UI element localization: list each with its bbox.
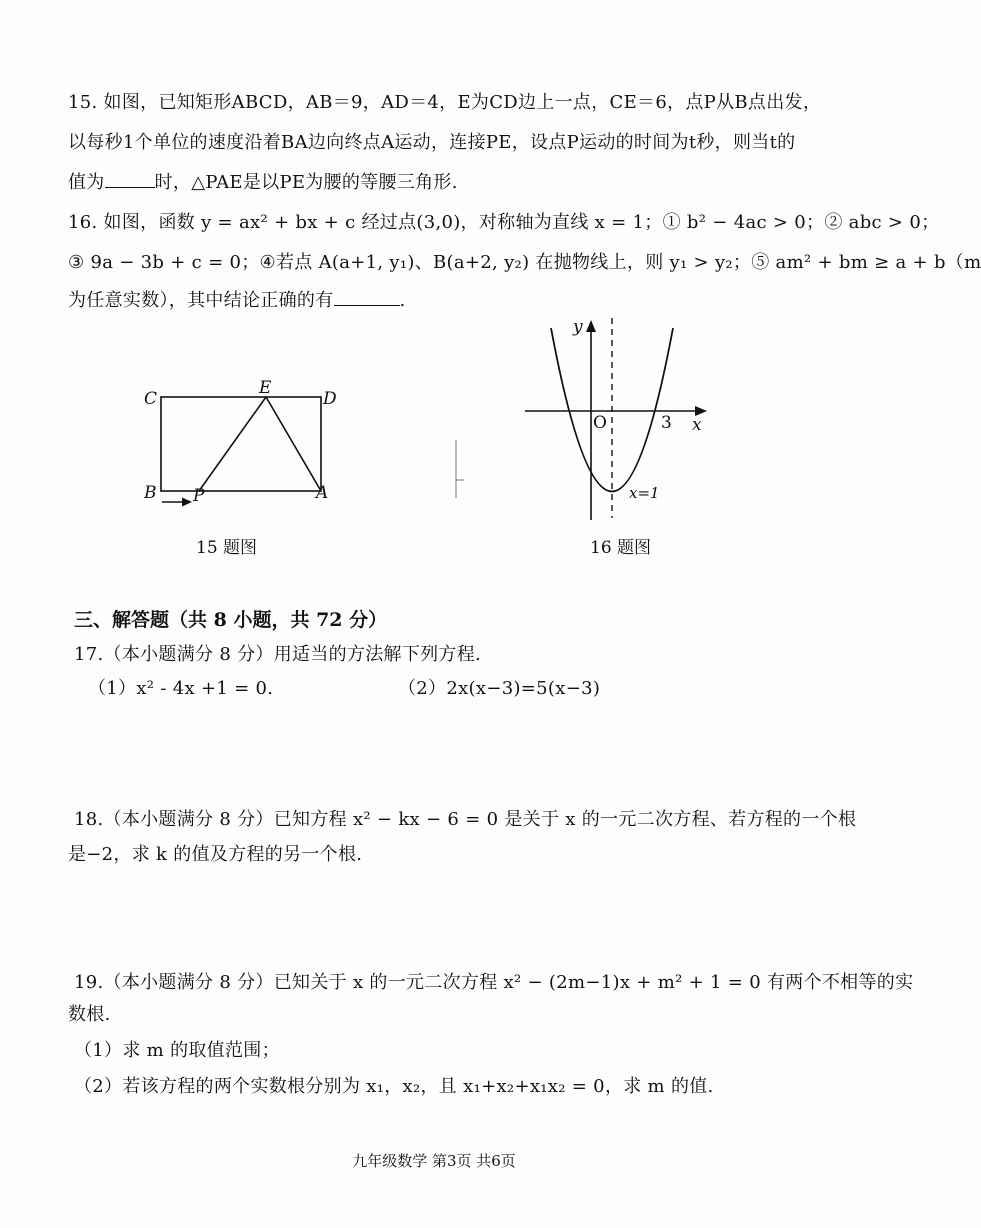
q16-line-1: 16. 如图，函数 y = ax² + bx + c 经过点(3,0)，对称轴为直线 x = 1；① b² − 4ac > 0；② abc > 0；	[68, 212, 940, 233]
figure-16-caption: 16 题图	[590, 538, 652, 558]
q15-line-3-start: 值为	[68, 172, 105, 193]
q16-line-3	[68, 286, 406, 312]
q18-line-2: 是−2，求 k 的值及方程的另一个根.	[68, 844, 363, 865]
section-3-heading: 三、解答题（共 8 小题，共 72 分）	[74, 609, 388, 631]
label-b: B	[144, 483, 157, 503]
q16-answer-blank[interactable]	[334, 289, 400, 306]
y-axis-arrow	[586, 320, 596, 332]
label-p: P	[193, 486, 205, 506]
label-symmetry-axis: x=1	[629, 484, 660, 502]
figure-16-parabola	[515, 310, 715, 530]
q19-line-2: 数根.	[68, 1004, 111, 1025]
q17-stem: 17.（本小题满分 8 分）用适当的方法解下列方程.	[74, 644, 482, 665]
motion-arrow-head	[182, 498, 192, 507]
label-a: A	[316, 483, 329, 503]
q16-line-3-end: .	[399, 290, 406, 311]
q19-part-2: （2）若该方程的两个实数根分别为 x₁，x₂，且 x₁+x₂+x₁x₂ = 0，求 m 的值.	[74, 1076, 714, 1097]
figure-15-caption: 15 题图	[196, 538, 258, 558]
label-d: D	[323, 389, 337, 409]
q18-line-1: 18.（本小题满分 8 分）已知方程 x² − kx − 6 = 0 是关于 x 的一元二次方程、若方程的一个根	[74, 809, 857, 830]
label-y: y	[573, 317, 583, 337]
rectangle-abcd	[161, 397, 321, 491]
q15-line-2: 以每秒1个单位的速度沿着BA边向终点A运动，连接PE，设点P运动的时间为t秒，则当t的	[68, 132, 796, 153]
label-origin: O	[593, 413, 607, 433]
label-c: C	[144, 389, 158, 409]
q19-line-1: 19.（本小题满分 8 分）已知关于 x 的一元二次方程 x² − (2m−1)x + m² + 1 = 0 有两个不相等的实	[74, 972, 914, 993]
triangle-pea	[199, 397, 321, 491]
label-x: x	[692, 415, 702, 435]
q16-line-2: ③ 9a − 3b + c = 0；④若点 A(a+1, y₁)、B(a+2, y₂) 在抛物线上，则 y₁ > y₂；⑤ am² + bm ≥ a + b（m	[68, 252, 981, 273]
q15-line-1: 15. 如图，已知矩形ABCD，AB＝9，AD＝4，E为CD边上一点，CE＝6，点P从B点出发，	[68, 92, 822, 113]
scan-mark	[450, 440, 470, 500]
label-e: E	[259, 378, 272, 398]
q16-line-3-start: 为任意实数），其中结论正确的有	[68, 290, 334, 311]
page-footer: 九年级数学 第3页 共6页	[352, 1152, 516, 1170]
q19-part-1: （1）求 m 的取值范围；	[74, 1040, 280, 1061]
q17-part-1: （1）x² - 4x +1 = 0.	[88, 678, 274, 699]
q15-answer-blank[interactable]	[105, 171, 155, 188]
q15-line-3-end: 时，△PAE是以PE为腰的等腰三角形.	[154, 172, 458, 193]
q15-line-3	[68, 168, 458, 194]
figure-15-rectangle	[140, 380, 350, 520]
q17-part-2: （2）2x(x−3)=5(x−3)	[398, 678, 601, 699]
label-three: 3	[661, 413, 672, 433]
